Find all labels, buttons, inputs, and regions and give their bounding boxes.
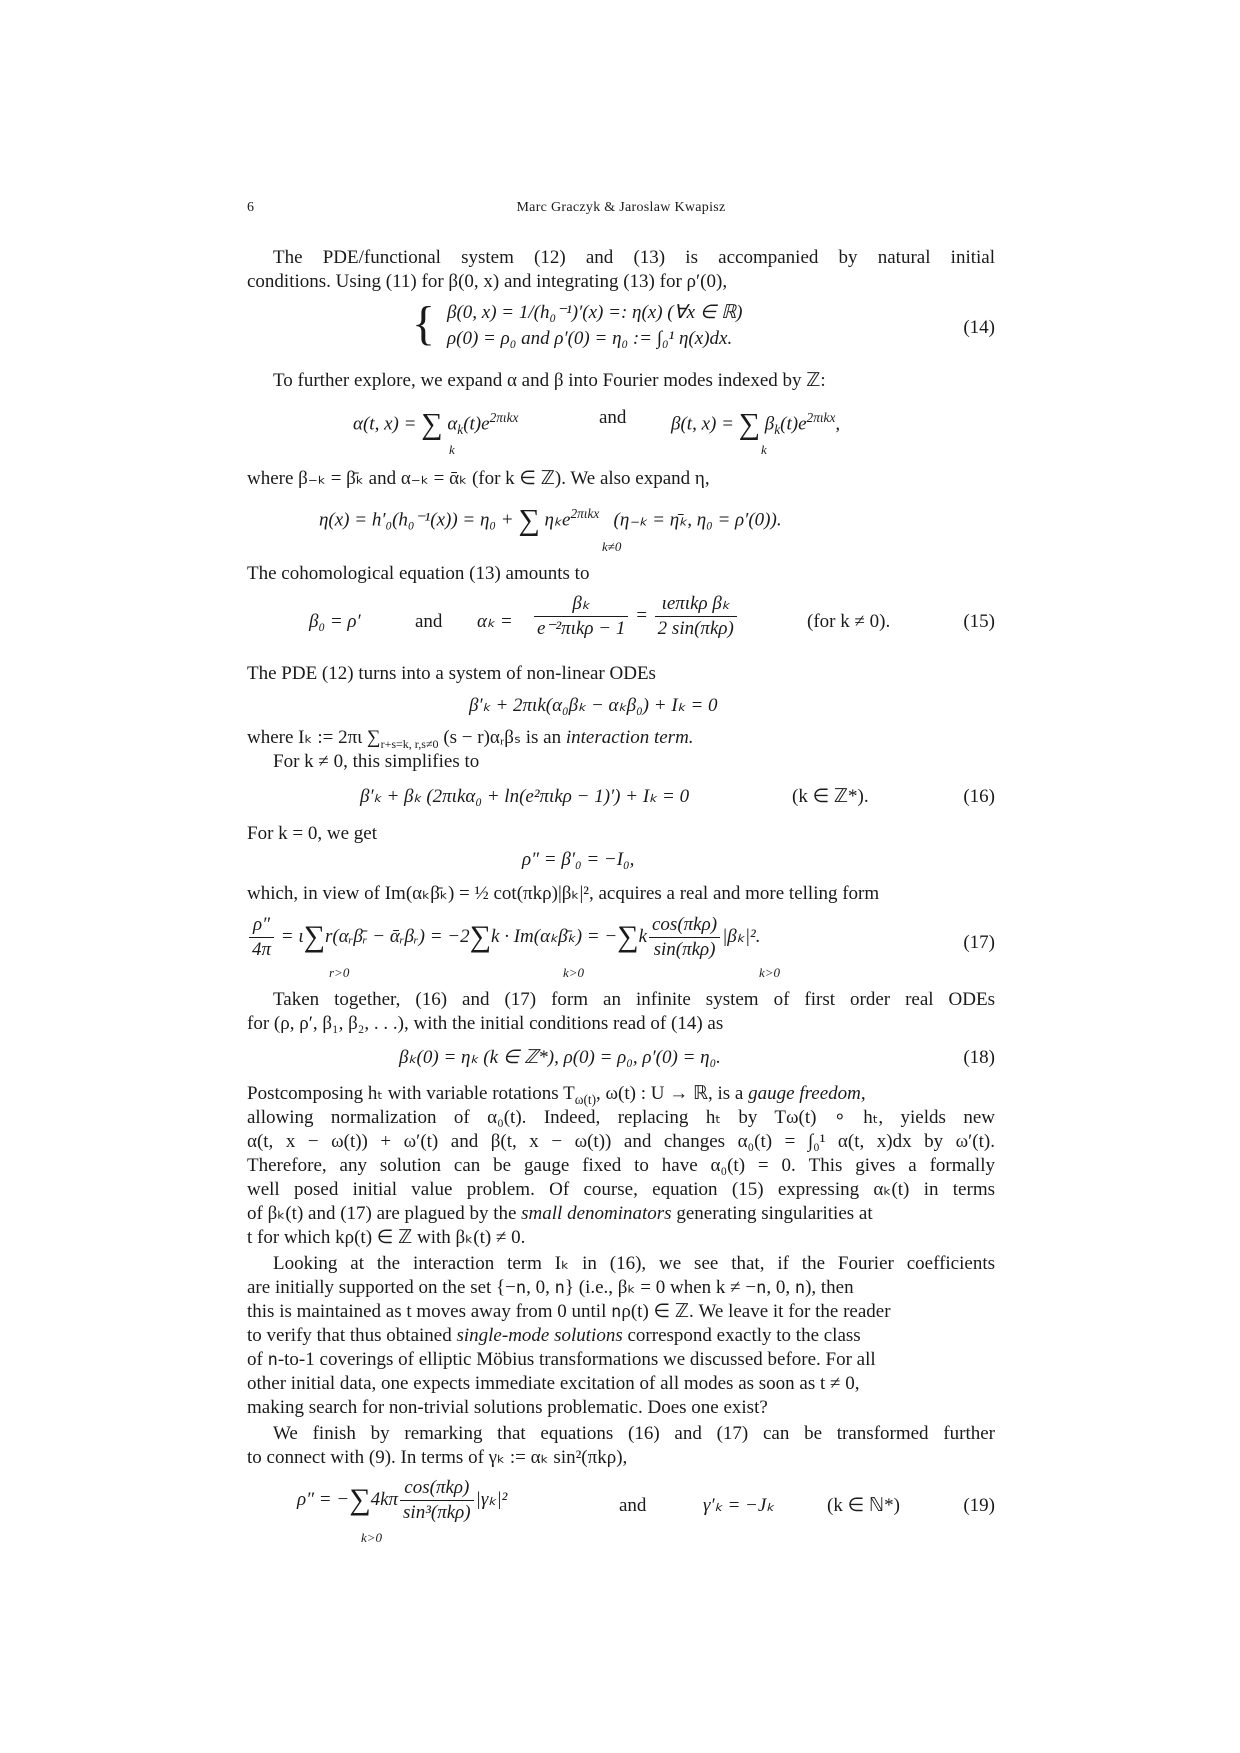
- exponent: 2πιkx: [489, 410, 519, 425]
- paragraph-line: [247, 1324, 995, 1348]
- emphasis: gauge freedom,: [748, 1083, 866, 1104]
- term: = ι: [280, 925, 304, 947]
- beta-rest: (t)e: [780, 413, 807, 435]
- text: of: [247, 1349, 268, 1370]
- sum-index: k: [449, 442, 455, 457]
- sum-symbol: ∑: [349, 1482, 371, 1516]
- text: of βₖ(t) and (17) are plagued by the: [247, 1203, 522, 1224]
- paragraph-line: [247, 1300, 995, 1324]
- mode-n: n: [515, 1278, 527, 1298]
- equation-rho: [247, 846, 995, 874]
- sum-index: k: [761, 442, 767, 457]
- paragraph-line: Looking at the interaction term Iₖ in (16), we see that, if the Fourier coefficients: [273, 1253, 995, 1274]
- paragraph-line: [247, 882, 995, 906]
- term: r(αᵣβ̄ᵣ − ᾱᵣβᵣ) = −2: [325, 925, 470, 947]
- sum-index: k>0: [759, 965, 781, 980]
- and-word: and: [619, 1495, 647, 1516]
- page-number: 6: [247, 200, 254, 215]
- term: |βₖ|².: [722, 925, 761, 947]
- paragraph-line: [247, 1276, 995, 1300]
- mode-n: n: [611, 1302, 622, 1322]
- emphasis: small denominators: [521, 1203, 672, 1224]
- paragraph-line: t for which kρ(t) ∈ ℤ with βₖ(t) ≠ 0.: [247, 1227, 526, 1248]
- running-header: [247, 200, 995, 224]
- sum-symbol: ∑: [469, 919, 492, 953]
- paragraph-line: α(t, x − ω(t)) + ω′(t) and β(t, x − ω(t)) and changes α₀(t) = ∫₀¹ α(t, x)dx by ω′(t).: [247, 1131, 995, 1152]
- emphasis: single-mode solutions: [456, 1325, 623, 1346]
- text: (s − r)αᵣβₛ is an: [438, 727, 566, 748]
- paragraph-line: conditions. Using (11) for β(0, x) and integrating (13) for ρ′(0),: [247, 271, 728, 292]
- text: ), then: [805, 1277, 854, 1298]
- and-word: and: [415, 611, 443, 632]
- equation-ode: [247, 692, 995, 720]
- running-head-authors: Marc Graczyk & Jaroslaw Kwapisz: [516, 200, 726, 215]
- equation-eta: [247, 498, 995, 554]
- one-half: ½: [474, 883, 489, 904]
- term: k: [638, 925, 647, 947]
- equals: =: [635, 604, 648, 626]
- equation-body: β′ₖ + βₖ (2πιkα₀ + ln(e²πιkρ − 1)′) + Iₖ = 0: [360, 786, 690, 807]
- equation-15: [247, 592, 995, 652]
- text: Postcomposing hₜ with variable rotations T: [247, 1083, 575, 1104]
- paragraph-line: The cohomological equation (13) amounts to: [247, 563, 590, 584]
- mode-n: n: [267, 1350, 278, 1370]
- paragraph-line: The PDE (12) turns into a system of non-linear ODEs: [247, 663, 656, 684]
- paragraph-line: to connect with (9). In terms of γₖ := αₖ sin²(πkρ),: [247, 1447, 628, 1468]
- beta-term: β: [764, 413, 775, 435]
- sum-index: k>0: [563, 965, 585, 980]
- equation-number: (17): [963, 932, 995, 953]
- paragraph-line: well posed initial value problem. Of course, equation (15) expressing αₖ(t) in terms: [247, 1179, 995, 1200]
- paragraph-line: We finish by remarking that equations (16) and (17) can be transformed further: [273, 1423, 995, 1444]
- text: , ω(t) : U → ℝ, is a: [596, 1083, 749, 1104]
- sum-symbol: ∑: [617, 919, 639, 953]
- condition: (k ∈ ℕ*): [827, 1495, 900, 1516]
- text: cot(πkρ)|βₖ|², acquires a real and more telling form: [488, 883, 880, 904]
- equation-17: [247, 913, 995, 980]
- equation-row: β(0, x) = 1/(h₀⁻¹)′(x) =: η(x) (∀x ∈ ℝ): [447, 302, 743, 323]
- equation-16: [247, 783, 995, 813]
- sum-symbol: ∑: [738, 407, 761, 441]
- sum-symbol: ∑: [518, 503, 540, 537]
- equation-body: βₖ(0) = ηₖ (k ∈ ℤ*), ρ(0) = ρ₀, ρ′(0) = η₀.: [399, 1047, 721, 1068]
- fraction-denominator: 2 sin(πkρ): [657, 618, 734, 639]
- term: ρ″ = −: [297, 1488, 350, 1510]
- mode-n: n: [794, 1278, 806, 1298]
- fraction-numerator: cos(πkρ): [649, 913, 720, 938]
- fraction-denominator: 4π: [252, 939, 272, 960]
- subscript: ω(t): [574, 1091, 597, 1107]
- text: which, in view of Im(αₖβ̄ₖ) =: [247, 883, 475, 904]
- sum-symbol: ∑: [421, 407, 443, 441]
- fraction-denominator: sin³(πkρ): [403, 1502, 471, 1523]
- fraction-numerator: ρ″: [249, 913, 274, 938]
- equation-number: (19): [963, 1495, 995, 1516]
- paragraph-line: To further explore, we expand α and β into Fourier modes indexed by ℤ:: [273, 370, 826, 391]
- eta-term: ηₖe: [544, 509, 571, 531]
- equation-14: [247, 298, 995, 354]
- text: } (i.e., βₖ = 0 when k ≠ −: [564, 1277, 757, 1298]
- text: -to-1 coverings of elliptic Möbius transformations we discussed before. For all: [277, 1349, 876, 1370]
- equation-fourier: α(t, x) = ∑ $\alpha_k(t)e^{2\pi\iota kx}$ k and β(t, x) = ∑ $\beta_k(t)e^{2\pi\iota kx}$, k: [247, 402, 995, 454]
- fraction-numerator: cos(πkρ): [400, 1476, 474, 1501]
- lhs-alpha: α(t, x) =: [353, 413, 417, 435]
- paragraph-line: other initial data, one expects immediate excitation of all modes as soon as t ≠ 0,: [247, 1373, 860, 1394]
- fraction-numerator: ιeπιkρ βₖ: [655, 592, 737, 617]
- equation-19: [247, 1476, 995, 1545]
- trailing-comma: ,: [835, 413, 841, 435]
- text: generating singularities at: [671, 1203, 873, 1224]
- sum-subscript: r+s=k, r,s≠0: [380, 736, 439, 751]
- eta-lhs: η(x) = h′₀(h₀⁻¹(x)) = η₀ +: [319, 509, 514, 531]
- ode-body: β′ₖ + 2πιk(α₀βₖ − αₖβ₀) + Iₖ = 0: [469, 695, 718, 716]
- alpha-term: α: [447, 413, 458, 435]
- term: 4kπ: [370, 1488, 399, 1510]
- mode-n: n: [554, 1278, 565, 1298]
- text: are initially supported on the set {−: [247, 1277, 516, 1298]
- sum-index: k>0: [361, 1530, 383, 1545]
- term: |γₖ|²: [475, 1488, 508, 1510]
- sum-index: r>0: [329, 965, 350, 980]
- left-brace: {: [412, 297, 436, 350]
- alpha-k: αₖ =: [477, 611, 513, 632]
- paragraph-line: for (ρ, ρ′, β₁, β₂, . . .), with the initial conditions read of (14) as: [247, 1013, 724, 1034]
- equation-body: γ′ₖ = −Jₖ: [703, 1495, 775, 1516]
- lhs-beta: β(t, x) =: [671, 413, 734, 435]
- equation-number: (16): [963, 786, 995, 807]
- paragraph-line: Taken together, (16) and (17) form an infinite system of first order real ODEs: [273, 989, 995, 1010]
- alpha-rest: (t)e: [463, 413, 490, 435]
- fraction-denominator: e⁻²πιkρ − 1: [537, 618, 626, 639]
- text: where Iₖ := 2πι ∑: [247, 727, 381, 748]
- paragraph-line: where β₋ₖ = β̄ₖ and α₋ₖ = ᾱₖ (for k ∈ ℤ). We also expand η,: [247, 468, 710, 489]
- paragraph-line: making search for non-trivial solutions problematic. Does one exist?: [247, 1397, 768, 1418]
- text: , 0,: [526, 1277, 555, 1298]
- and-word: and: [599, 407, 627, 428]
- text: correspond exactly to the class: [622, 1325, 861, 1346]
- paragraph-line: The PDE/functional system (12) and (13) is accompanied by natural initial: [273, 247, 995, 268]
- equation-number: (15): [963, 611, 995, 632]
- text: ρ(t) ∈ ℤ. We leave it for the reader: [621, 1301, 891, 1322]
- exponent: 2πιkx: [570, 506, 600, 521]
- condition: (k ∈ ℤ*).: [792, 786, 869, 807]
- emphasis: interaction term.: [565, 727, 694, 748]
- beta0-eq: β₀ = ρ′: [309, 611, 361, 632]
- mode-n: n: [756, 1278, 767, 1298]
- paragraph-line: For k = 0, we get: [247, 823, 377, 844]
- equation-body: ρ″ = β′₀ = −I₀,: [522, 849, 635, 870]
- eta-condition: (η₋ₖ = η̄ₖ, η₀ = ρ′(0)).: [613, 509, 782, 531]
- equation-18: [247, 1044, 995, 1072]
- sum-symbol: ∑: [303, 919, 326, 953]
- equation-row: ρ(0) = ρ₀ and ρ′(0) = η₀ := ∫₀¹ η(x)dx.: [447, 328, 733, 349]
- sum-index: k≠0: [602, 539, 622, 554]
- text: , 0,: [766, 1277, 795, 1298]
- paragraph-line: allowing normalization of α₀(t). Indeed, replacing hₜ by Tω(t) ∘ hₜ, yields new: [247, 1107, 995, 1128]
- equation-number: (18): [963, 1047, 995, 1068]
- paragraph-line: For k ≠ 0, this simplifies to: [273, 751, 480, 772]
- paragraph-line: [247, 1202, 995, 1226]
- exponent: 2πιkx: [806, 410, 836, 425]
- paragraph-line: Therefore, any solution can be gauge fixed to have α₀(t) = 0. This gives a formally: [247, 1155, 995, 1176]
- condition: (for k ≠ 0).: [807, 611, 891, 632]
- equation-number: (14): [963, 317, 995, 338]
- text: to verify that thus obtained: [247, 1325, 457, 1346]
- text: this is maintained as t moves away from 0 until: [247, 1301, 612, 1322]
- fraction-numerator: βₖ: [534, 592, 628, 617]
- term: k · Im(αₖβ̄ₖ) = −: [491, 925, 618, 947]
- paragraph-line: [247, 1348, 995, 1372]
- fraction-denominator: sin(πkρ): [653, 939, 716, 960]
